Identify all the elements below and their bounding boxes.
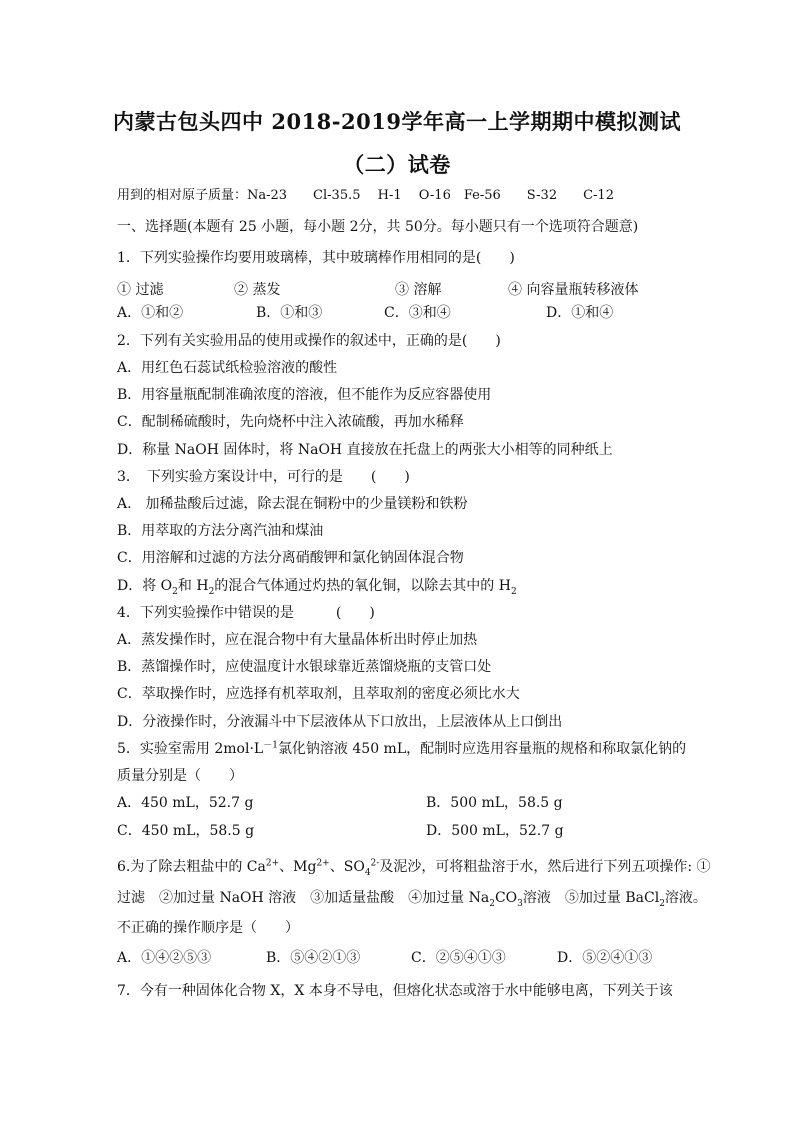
q3-option-b: B．用萃取的方法分离汽油和煤油 — [117, 523, 324, 539]
q3-option-c: C．用溶解和过滤的方法分离硝酸钾和氯化钠固体混合物 — [117, 550, 464, 566]
q4-option-b: B．蒸馏操作时，应使温度计水银球靠近蒸馏烧瓶的支管口处 — [117, 659, 492, 675]
q5-option-c: C．450 mL，58.5 g — [117, 823, 255, 839]
q4-option-d: D．分液操作时，分液漏斗中下层液体从下口放出，上层液体从上口倒出 — [117, 714, 563, 730]
question-1-stem: 1．下列实验操作均要用玻璃棒，其中玻璃棒作用相同的是( ) — [117, 250, 515, 266]
q3-option-d: D．将 $O_2$和 $H_2$的混合气体通过灼热的氧化铜，以除去其中的 $H_2$ — [117, 578, 517, 597]
exam-title: 内蒙古包头四中 2018-2019学年高一上学期期中模拟测试 — [113, 109, 681, 134]
q1-item-4: ④ 向容量瓶转移液体 — [508, 282, 639, 298]
question-7-stem: 7．今有一种固体化合物 X，X 本身不导电，但熔化状态或溶于水中能够电离，下列关于该 — [117, 983, 673, 999]
q1-item-1: ① 过滤 — [117, 282, 164, 298]
question-4-stem: 4．下列实验操作中错误的是 ( ) — [117, 605, 375, 621]
q1-item-2: ② 蒸发 — [234, 282, 281, 298]
question-6-prompt: 不正确的操作顺序是（ ） — [117, 920, 299, 936]
section-heading: 一、选择题(本题有 25 小题，每小题 2分，共 50分。每小题只有一个选项符合题意) — [117, 219, 639, 235]
q3-option-a: A. 加稀盐酸后过滤，除去混在铜粉中的少量镁粉和铁粉 — [117, 496, 468, 512]
question-5-stem: 5．实验室需用 $2mol\cdot L^{-1}$氯化钠溶液 450 mL，配制时应选用容量瓶的规格和称取氯化钠的 — [117, 740, 687, 757]
question-3-stem: 3． 下列实验方案设计中，可行的是 ( ) — [117, 469, 410, 485]
q2-option-c: C．配制稀硫酸时，先向烧杯中注入浓硫酸，再加水稀释 — [117, 414, 464, 430]
question-2-stem: 2．下列有关实验用品的使用或操作的叙述中，正确的是( ) — [117, 333, 501, 349]
q6-option-a: A．①④②⑤③ — [117, 950, 212, 966]
q4-option-a: A．蒸发操作时，应在混合物中有大量晶体析出时停止加热 — [117, 632, 478, 648]
atomic-masses: 用到的相对原子质量：Na-23 Cl-35.5 H-1 O-16 Fe-56 S-32 C-12 — [117, 188, 614, 203]
question-5-stem-cont: 质量分别是（ ） — [117, 768, 243, 784]
q2-option-a: A．用红色石蕊试纸检验溶液的酸性 — [117, 360, 338, 376]
q5-option-b: B．500 mL，58.5 g — [426, 795, 563, 811]
q2-option-b: B．用容量瓶配制准确浓度的溶液，但不能作为反应容器使用 — [117, 387, 492, 403]
q1-option-c: C．③和④ — [384, 305, 451, 321]
q6-option-d: D．⑤②④①③ — [557, 950, 653, 966]
q1-item-3: ③ 溶解 — [395, 282, 442, 298]
q1-option-b: B．①和③ — [256, 305, 323, 321]
q1-option-a: A．①和② — [117, 305, 184, 321]
q2-option-d: D．称量 NaOH 固体时，将 NaOH 直接放在托盘上的两张大小相等的同种纸上 — [117, 442, 613, 458]
question-6-operations: 过滤 ②加过量 NaOH 溶液 ③加适量盐酸 ④加过量 $Na_2CO_3$溶液 ⑤加过量 BaCl$_2$溶液。 — [117, 890, 707, 909]
q5-option-d: D．500 mL，52.7 g — [426, 823, 564, 839]
exam-subtitle: （二）试卷 — [343, 152, 451, 177]
q4-option-c: C．萃取操作时，应选择有机萃取剂，且萃取剂的密度必须比水大 — [117, 686, 520, 702]
q1-option-d: D．①和④ — [546, 305, 614, 321]
q5-option-a: A．450 mL，52.7 g — [117, 795, 254, 811]
question-6-stem: 6.为了除去粗盐中的 $Ca^{2+}$、$Mg^{2+}$、$SO_4^{2-}$及泥沙，可将粗盐溶于水，然后进行下列五项操作: ① — [117, 858, 711, 878]
q6-option-c: C．②⑤④①③ — [411, 950, 506, 966]
q6-option-b: B．⑤④②①③ — [266, 950, 361, 966]
